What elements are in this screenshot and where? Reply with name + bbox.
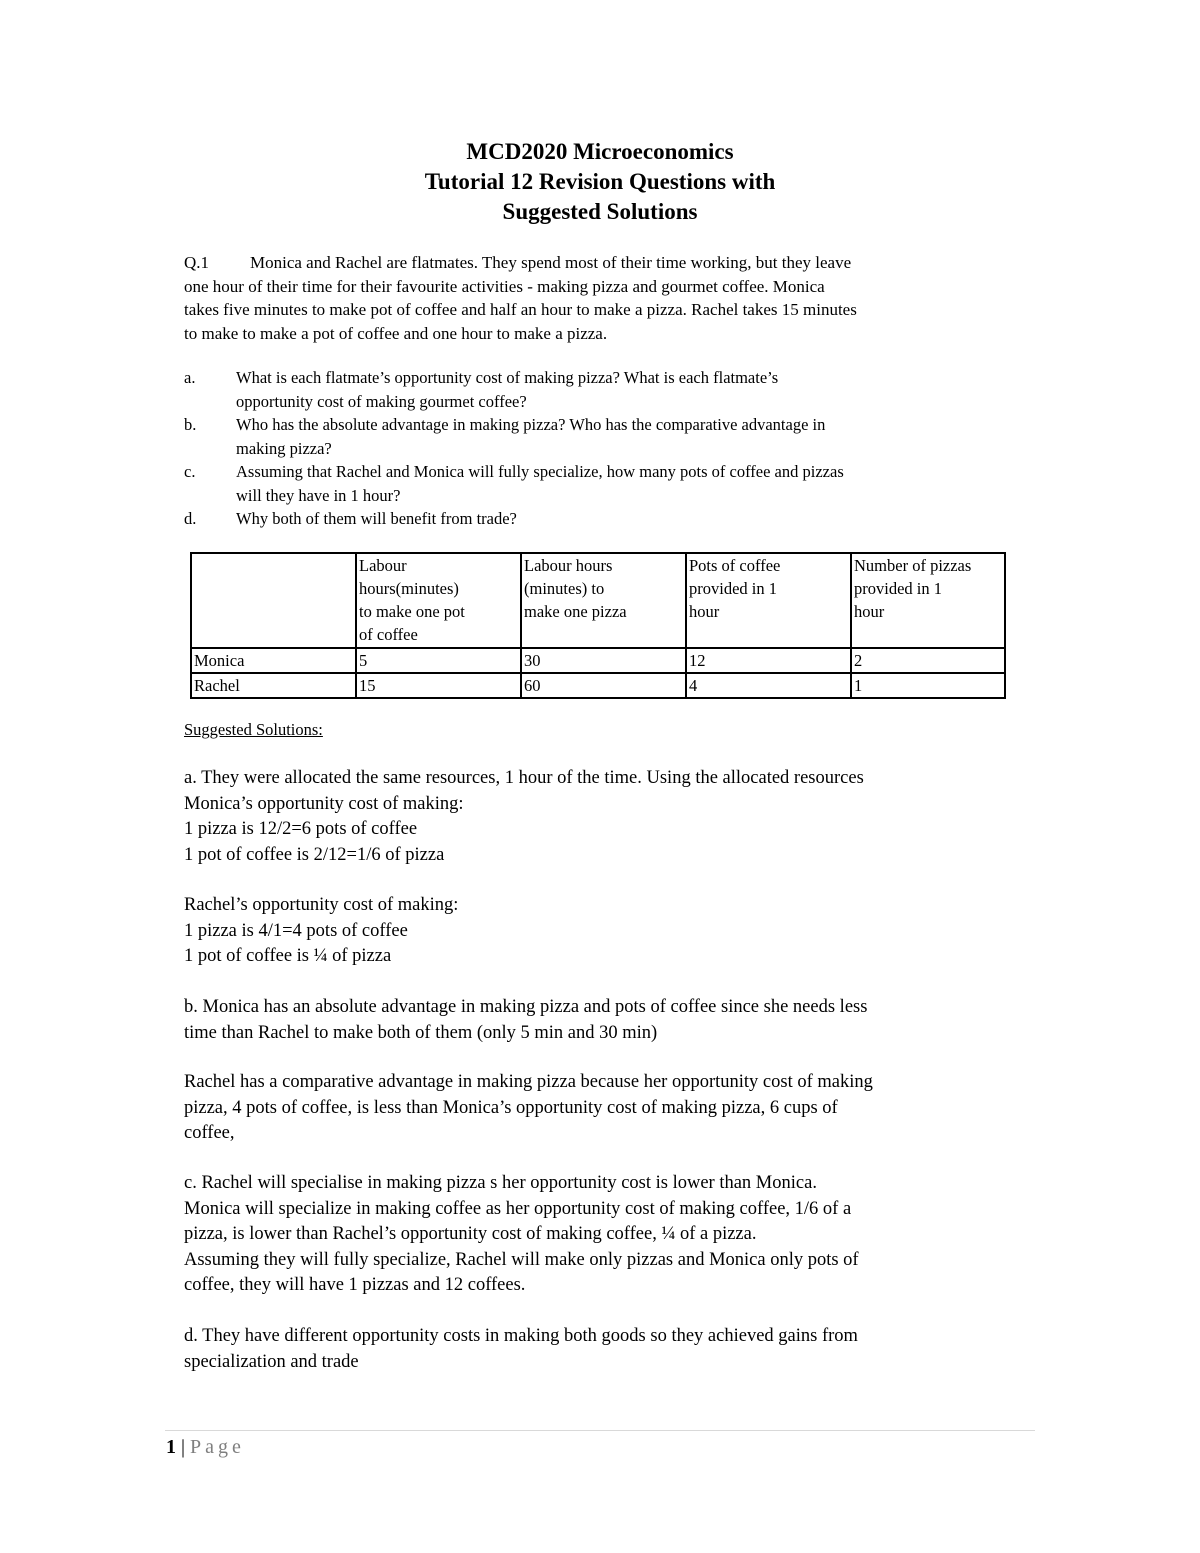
table-cell: 1 xyxy=(851,673,1005,698)
table-cell: 2 xyxy=(851,648,1005,673)
solution-c: c. Rachel will specialise in making pizza s her opportunity cost is lower than Monica. Monica will specialize in making coffee as her opportunity cost of making coffee, 1/6 of a pizza, is lower than Rachel’s opportunity cost of making coffee, ¼ of a pizza. Assuming they will fully specialize, Rachel will make only pizzas and Monica only pots of coffee, they will have 1 pizzas and 12 coffees. xyxy=(184,1173,859,1295)
page-footer xyxy=(166,1436,245,1459)
part-c-line-1: Assuming that Rachel and Monica will fully specialize, how many pots of coffee and pizzas xyxy=(236,462,844,481)
page-word: Page xyxy=(190,1436,245,1458)
document-title xyxy=(0,137,1200,227)
part-letter: b. xyxy=(184,415,197,434)
table-cell: 15 xyxy=(356,673,521,698)
table-header-cell: Labour hours(minutes) to make one pot of coffee xyxy=(356,553,521,648)
page-number: 1 xyxy=(166,1436,176,1458)
table-cell: 30 xyxy=(521,648,686,673)
part-letter: c. xyxy=(184,462,196,481)
part-a-line-1: What is each flatmate’s opportunity cost of making pizza? What is each flatmate’s xyxy=(236,368,779,387)
solution-d: d. They have different opportunity costs in making both goods so they achieved gains from specialization and trade xyxy=(184,1326,858,1372)
footer-divider xyxy=(165,1430,1035,1431)
question-label: Q.1 xyxy=(184,253,210,272)
part-d-line-1: Why both of them will benefit from trade? xyxy=(236,509,517,528)
solution-a-rachel: Rachel’s opportunity cost of making: 1 pizza is 4/1=4 pots of coffee 1 pot of coffee is ¼ of pizza xyxy=(184,895,459,966)
question-part-b xyxy=(184,413,984,460)
table-cell: 12 xyxy=(686,648,851,673)
intro-line-3: takes five minutes to make pot of coffee and half an hour to make a pizza. Rachel takes 15 minutes xyxy=(184,300,857,319)
question-intro xyxy=(184,251,984,345)
part-c-line-2: will they have in 1 hour? xyxy=(236,485,401,505)
table-cell: 60 xyxy=(521,673,686,698)
footer-separator: | xyxy=(176,1436,191,1458)
table-header-cell-empty xyxy=(191,553,356,648)
intro-line-2: one hour of their time for their favourite activities - making pizza and gourmet coffee. Monica xyxy=(184,276,825,296)
part-letter: d. xyxy=(184,509,197,528)
table-header-row xyxy=(191,553,1005,648)
title-line-1: MCD2020 Microeconomics xyxy=(466,139,734,164)
title-line-3: Suggested Solutions xyxy=(502,199,698,224)
intro-line-1: Monica and Rachel are flatmates. They spend most of their time working, but they leave xyxy=(250,253,852,272)
table-cell: 5 xyxy=(356,648,521,673)
table-row xyxy=(191,673,1005,698)
part-b-line-1: Who has the absolute advantage in making pizza? Who has the comparative advantage in xyxy=(236,415,826,434)
data-table xyxy=(190,552,1006,699)
question-part-a xyxy=(184,366,984,413)
part-letter: a. xyxy=(184,368,196,387)
question-parts xyxy=(184,366,984,531)
table-cell: Rachel xyxy=(191,673,356,698)
title-line-2: Tutorial 12 Revision Questions with xyxy=(424,169,776,194)
table-header-cell: Labour hours (minutes) to make one pizza xyxy=(521,553,686,648)
intro-line-4: to make to make a pot of coffee and one hour to make a pizza. xyxy=(184,323,608,343)
table-row xyxy=(191,648,1005,673)
part-a-line-2: opportunity cost of making gourmet coffee? xyxy=(236,391,527,411)
part-b-line-2: making pizza? xyxy=(236,438,332,458)
table-cell: Monica xyxy=(191,648,356,673)
table-header-cell: Pots of coffee provided in 1 hour xyxy=(686,553,851,648)
solution-b: b. Monica has an absolute advantage in making pizza and pots of coffee since she needs less time than Rachel to make both of them (only 5 min and 30 min) xyxy=(184,997,868,1043)
question-part-c xyxy=(184,460,984,507)
table-header-cell: Number of pizzas provided in 1 hour xyxy=(851,553,1005,648)
solutions-heading: Suggested Solutions: xyxy=(184,720,323,739)
solution-a: a. They were allocated the same resources, 1 hour of the time. Using the allocated resources Monica’s opportunity cost of making: 1 pizza is 12/2=6 pots of coffee 1 pot of coffee is 2/12=1/6 of pizza xyxy=(184,768,864,865)
table-cell: 4 xyxy=(686,673,851,698)
question-part-d xyxy=(184,507,984,531)
solution-b-rachel: Rachel has a comparative advantage in making pizza because her opportunity cost of making pizza, 4 pots of coffee, is less than Monica’s opportunity cost of making pizza, 6 cups of coffee, xyxy=(184,1072,873,1143)
